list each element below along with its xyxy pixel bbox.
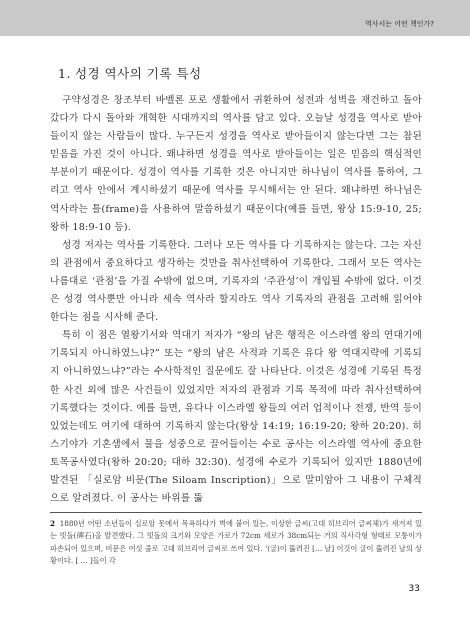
footnote-divider [50,512,422,513]
body-text [50,92,422,508]
footnote-number: 2 [50,519,56,528]
paragraph-2: 성경 저자는 역사를 기록한다. 그러나 모든 역사를 다 기록하지는 않는다. 그는 자신의 관점에서 중요하다고 생각하는 것만을 취사선택하여 기록한다. 그래서 모든 역사는 나름대로 ‘관점’을 가질 수밖에 없으며, 기록자의 ‘주관성’이 개입될 수밖에 없다. 이것은 성경 역사뿐만 아니라 세속 역사라 할지라도 역사 기록자의 관점을 고려해 읽어야 한다는 점을 시사해 준다. [50,239,423,324]
running-header-title: 역사서는 어떤 책인가? [364,20,434,28]
paragraph-1: 구약성경은 창조부터 바벨론 포로 생활에서 귀환하여 성전과 성벽을 재건하고 돌아갔다가 다시 돌아와 개혁한 시대까지의 역사를 담고 있다. 오늘날 성경을 역사로 받아들이지 않는 사람들이 많다. 누구든지 성경을 역사로 받아들이지 않는다면 그는 참된 믿음을 가진 것이 아니다. 왜냐하면 성경을 역사로 받아들이는 일은 믿음의 핵심적인 부분이기 때문이다. 성경이 역사를 기록한 것은 아니지만 하나님이 역사를 통하여, 그리고 역사 안에서 계시하셨기 때문에 역사를 무시해서는 안 된다. 왜냐하면 하나님은 역사라는 틀(frame)을 사용하여 말씀하셨기 때문이다(예를 들면, 왕상 15:9-10, 25; 왕하 18:9-10 등). [50,95,422,233]
section-title: 성경 역사의 기록 특성 [74,66,202,81]
running-header [0,0,470,36]
section-heading [58,64,202,82]
paragraph-3: 특히 이 점은 열왕기서와 역대기 저자가 “왕의 남은 행적은 이스라엘 왕의 연대기에 기록되지 아니하였느냐?” 또는 “왕의 남은 사적과 기록은 유다 왕 역대지략에 기록되지 아니하였느냐?”라는 수사학적인 질문에도 잘 나타난다. 이것은 성경에 기록된 특정한 사건 외에 많은 사건들이 있었지만 저자의 관점과 기록 목적에 따라 취사선택하여 기록했다는 것이다. 예를 들면, 유다나 이스라엘 왕들의 여러 업적이나 전쟁, 반역 등이 있었는데도 여기에 대하여 기록하지 않는다(왕상 14:19; 16:19-20; 왕하 20:20). 히스기야가 기혼샘에서 물을 성중으로 끌어들이는 수로 공사는 이스라엘 역사에 중요한 토목공사였다(왕하 20:20; 대하 32:30). 성경에 수로가 기록되어 있지만 1880년에 발견된 「실로암 비문(The Siloam Inscription)」으로 말미암아 그 내용이 구체적으로 알려졌다. 이 공사는 바위를 뚫 [50,330,422,505]
page-number: 33 [408,584,420,594]
section-number: 1. [58,66,71,81]
footnote-text: 1880년 어떤 소년들이 실로암 못에서 목욕하다가 벽에 붙어 있는, 이상한 글씨(고대 히브리어 글씨체)가 새겨져 있는 빗돌(碑石)을 발견했다. 그 빗돌의 크기와 모양은 가로가 72cm 세로가 38cm되는 거의 직사각형 형태로 모퉁이가 파손되어 있으며, 비문은 여섯 줄로 고대 히브리어 글씨로 쓰여 있다. ‘(굴)이 뚫려진 [… 날] 이것이 굴이 뚫려진 날의 상황이다. [ … ]들이 각 [50,519,422,565]
footnote [50,518,422,567]
